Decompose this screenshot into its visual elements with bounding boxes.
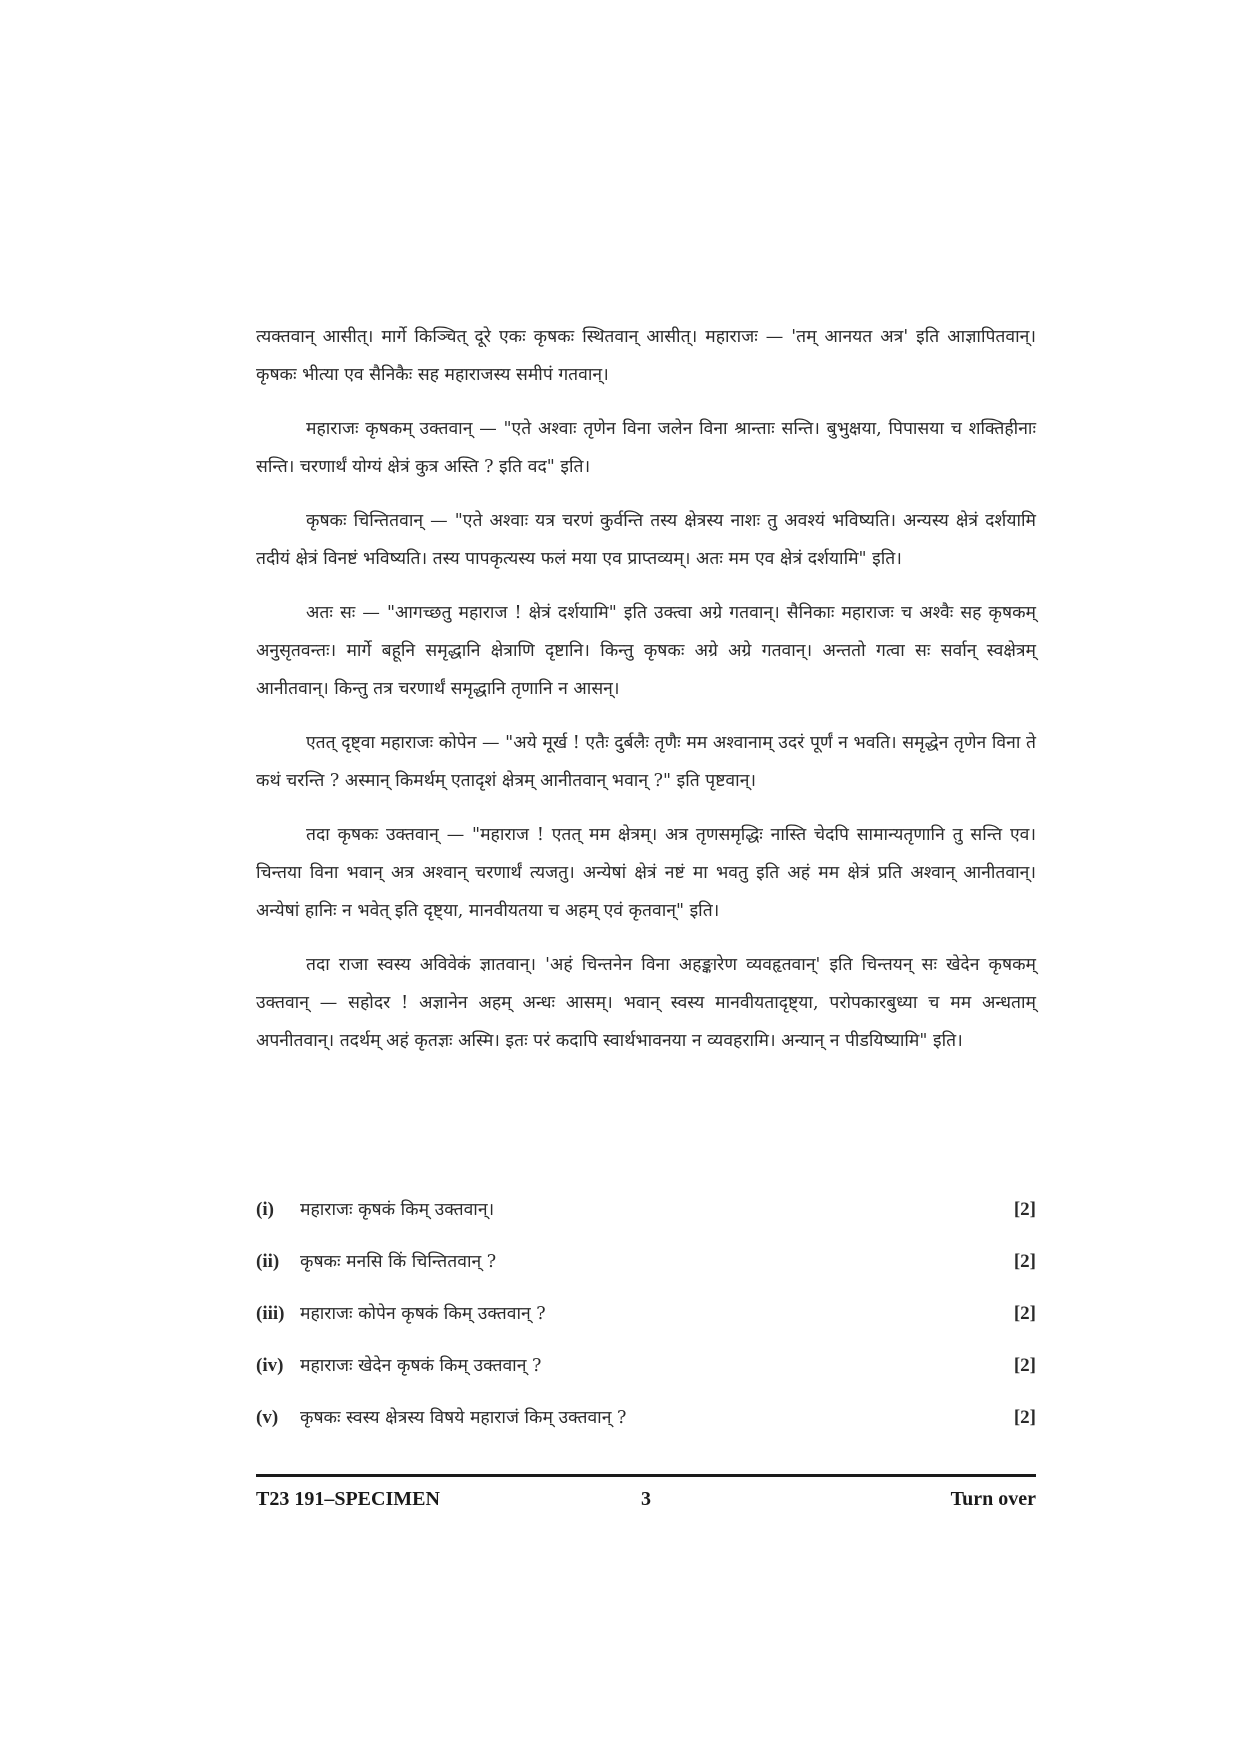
question-marks: [2]	[1013, 1303, 1036, 1324]
question-number: (v)	[256, 1407, 279, 1428]
footer-divider	[256, 1474, 1036, 1477]
question-item	[256, 1353, 1036, 1405]
question-number: (i)	[256, 1199, 274, 1220]
question-item	[256, 1249, 1036, 1301]
turn-over-label: Turn over	[950, 1488, 1036, 1510]
passage-paragraph: कृषकः चिन्तितवान् — "एते अश्वाः यत्र चरणं कुर्वन्ति तस्य क्षेत्रस्य नाशः तु अवश्यं भविष्यति। अन्यस्य क्षेत्रं दर्शयामि तदीयं क्षेत्रं विनष्टं भविष्यति। तस्य पापकृत्यस्य फलं मया एव प्राप्तव्यम्। अतः मम एव क्षेत्रं दर्शयामि" इति।	[256, 511, 1036, 569]
question-item	[256, 1405, 1036, 1457]
question-number: (iii)	[256, 1303, 285, 1324]
passage-paragraph: तदा कृषकः उक्तवान् — "महाराज ! एतत् मम क्षेत्रम्। अत्र तृणसमृद्धिः नास्ति चेदपि सामान्यतृणानि तु सन्ति एव। चिन्तया विना भवान् अत्र अश्वान् चरणार्थं त्यजतु। अन्येषां क्षेत्रं नष्टं मा भवतु इति अहं मम क्षेत्रं प्रति अश्वान् आनीतवान्। अन्येषां हानिः न भवेत् इति दृष्ट्या, मानवीयतया च अहम् एवं कृतवान्" इति।	[256, 825, 1036, 921]
passage-paragraph: तदा राजा स्वस्य अविवेकं ज्ञातवान्। 'अहं चिन्तनेन विना अहङ्कारेण व्यवहृतवान्' इति चिन्तयन् सः खेदेन कृषकम् उक्तवान् — सहोदर ! अज्ञानेन अहम् अन्धः आसम्। भवान् स्वस्य मानवीयतादृष्ट्या, परोपकारबुध्या च मम अन्धताम् अपनीतवान्। तदर्थम् अहं कृतज्ञः अस्मि। इतः परं कदापि स्वार्थभावनया न व्यवहरामि। अन्यान् न पीडयिष्यामि" इति।	[256, 955, 1036, 1051]
passage-paragraph: त्यक्तवान् आसीत्। मार्गे किञ्चित् दूरे एकः कृषकः स्थितवान् आसीत्। महाराजः — 'तम् आनयत अत्र' इति आज्ञापितवान्। कृषकः भीत्या एव सैनिकैः सह महाराजस्य समीपं गतवान्।	[256, 327, 1036, 385]
question-marks: [2]	[1013, 1355, 1036, 1376]
question-text: महाराजः कोपेन कृषकं किम् उक्तवान् ?	[300, 1304, 546, 1324]
passage-paragraph: एतत् दृष्ट्वा महाराजः कोपेन — "अये मूर्ख ! एतैः दुर्बलैः तृणैः मम अश्वानाम् उदरं पूर्णं न भवति। समृद्धेन तृणेन विना ते कथं चरन्ति ? अस्मान् किमर्थम् एतादृशं क्षेत्रम् आनीतवान् भवान् ?" इति पृष्टवान्।	[256, 733, 1036, 791]
question-text: कृषकः मनसि किं चिन्तितवान् ?	[300, 1252, 497, 1272]
question-text: कृषकः स्वस्य क्षेत्रस्य विषये महाराजं किम् उक्तवान् ?	[300, 1408, 627, 1428]
question-list	[256, 1197, 1036, 1457]
paper-code: T23 191–SPECIMEN	[256, 1488, 440, 1510]
page-number: 3	[641, 1488, 651, 1510]
question-number: (iv)	[256, 1355, 284, 1376]
question-text: महाराजः खेदेन कृषकं किम् उक्तवान् ?	[300, 1356, 542, 1376]
question-number: (ii)	[256, 1251, 280, 1272]
page-footer	[256, 1488, 1036, 1518]
question-marks: [2]	[1013, 1199, 1036, 1220]
passage-paragraph: अतः सः — "आगच्छतु महाराज ! क्षेत्रं दर्शयामि" इति उक्त्वा अग्रे गतवान्। सैनिकाः महाराजः च अश्वैः सह कृषकम् अनुसृतवन्तः। मार्गे बहूनि समृद्धानि क्षेत्राणि दृष्टानि। किन्तु कृषकः अग्रे अग्रे गतवान्। अन्ततो गत्वा सः सर्वान् स्वक्षेत्रम् आनीतवान्। किन्तु तत्र चरणार्थं समृद्धानि तृणानि न आसन्।	[256, 603, 1036, 699]
question-text: महाराजः कृषकं किम् उक्तवान्।	[300, 1200, 495, 1220]
question-marks: [2]	[1013, 1251, 1036, 1272]
question-item	[256, 1197, 1036, 1249]
question-marks: [2]	[1013, 1407, 1036, 1428]
passage-paragraph: महाराजः कृषकम् उक्तवान् — "एते अश्वाः तृणेन विना जलेन विना श्रान्ताः सन्ति। बुभुक्षया, पिपासया च शक्तिहीनाः सन्ति। चरणार्थं योग्यं क्षेत्रं कुत्र अस्ति ? इति वद" इति।	[256, 419, 1036, 477]
passage	[256, 318, 1036, 1076]
question-item	[256, 1301, 1036, 1353]
